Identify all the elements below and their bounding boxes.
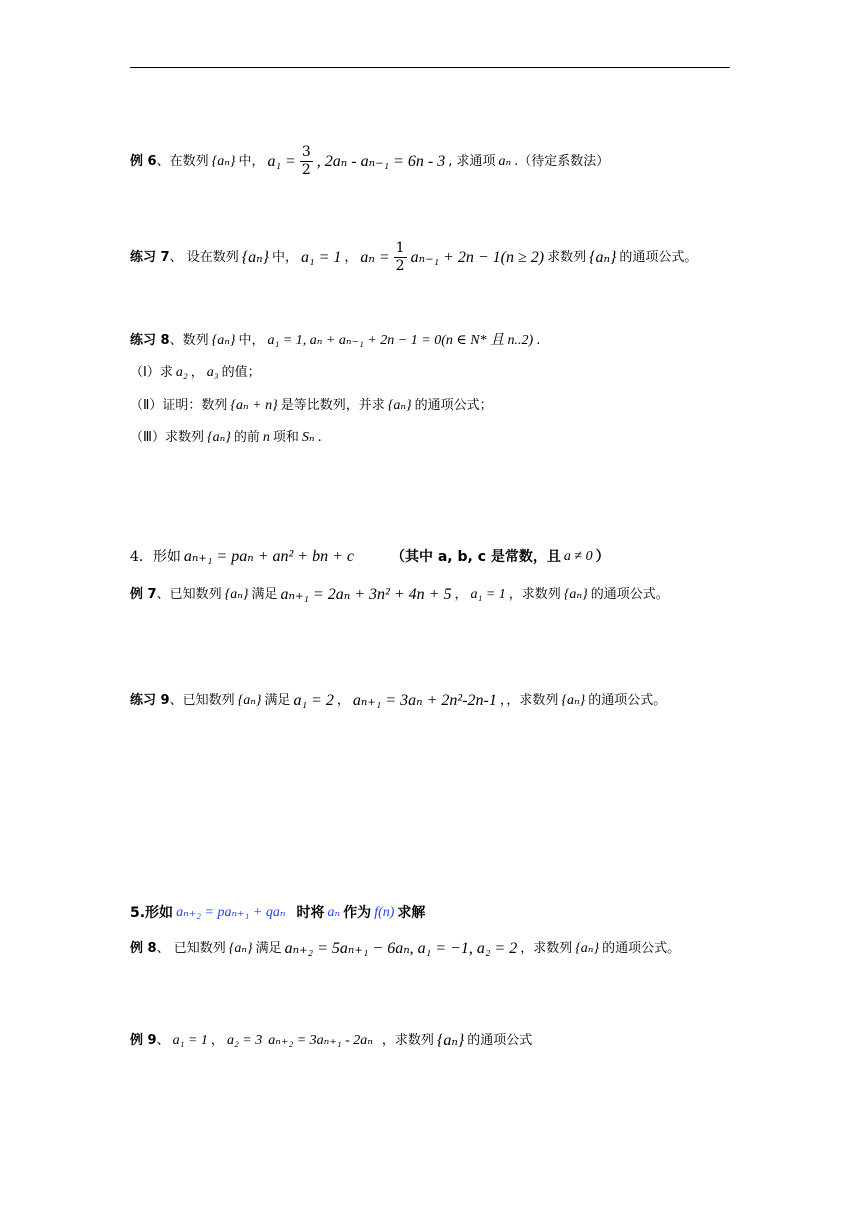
example-6-formula-rest: , 2aₙ - aₙ₋₁ = 6n - 3 (316, 152, 446, 170)
practice-8-question-3 (130, 429, 770, 447)
section-5-heading-text-2: 作为 (343, 905, 372, 921)
example-9-text-3: ，求数列 (381, 1033, 434, 1048)
practice-8-label: 练习 8 (130, 333, 170, 348)
practice-7-text-2: 中， (272, 249, 299, 265)
example-9-text-2: ， (210, 1033, 224, 1048)
section-5-heading-prefix: 5.形如 (130, 905, 174, 921)
practice-7-formula-an: aₙ = (360, 248, 390, 266)
example-6-formula-a1: a₁ = (267, 152, 296, 170)
practice-9-text-5: 的通项公式。 (588, 693, 667, 708)
example-9-formula-2: a₂ = 3 (226, 1033, 263, 1048)
practice-7-sequence-2: {aₙ} (589, 248, 617, 266)
section-4-heading-suffix: ） (595, 549, 610, 565)
question-2-text-a: （Ⅱ）证明：数列 (130, 398, 228, 413)
section-4-condition-formula: a ≠ 0 (563, 549, 593, 564)
section-5-heading-text-1: 时将 (296, 905, 325, 921)
example-8-sequence-2: {aₙ} (575, 941, 600, 956)
header-rule (130, 67, 730, 68)
fraction-numerator: 3 (301, 144, 311, 160)
practice-7 (130, 240, 770, 275)
example-6-fraction (300, 144, 313, 179)
section-5-heading (130, 904, 770, 922)
practice-9-sequence-2: {aₙ} (561, 693, 586, 708)
example-9-formula-3: aₙ₊₂ = 3aₙ₊₁ - 2aₙ (268, 1033, 373, 1048)
section-5-heading-text-3: 求解 (397, 905, 426, 921)
question-3-text-a: （Ⅲ）求数列 (130, 430, 204, 445)
question-3-text-c: 项和 (272, 430, 299, 445)
example-9-label: 例 9 (130, 1033, 157, 1048)
practice-7-text-3: ， (344, 249, 358, 265)
example-9-sequence: {aₙ} (436, 1032, 465, 1049)
question-2-text-c: 的通项公式； (414, 398, 493, 413)
example-6-text-1: 、在数列 (156, 153, 209, 169)
example-8-text-2: 满足 (255, 941, 282, 956)
practice-7-text-4: 求数列 (547, 249, 587, 265)
example-8-text-1: 、 已知数列 (156, 941, 226, 956)
section-5-fn: f(n) (374, 905, 395, 920)
example-7-formula-1: aₙ₊₁ = 2aₙ + 3n² + 4n + 5 (280, 586, 452, 603)
fraction-denominator: 2 (301, 162, 311, 178)
question-3-sn: Sₙ (301, 430, 315, 445)
example-8-formula: aₙ₊₂ = 5aₙ₊₁ − 6aₙ, a₁ = −1, a₂ = 2 (284, 940, 518, 957)
question-3-formula-1: {aₙ} (206, 430, 231, 445)
example-7-formula-2: a₁ = 1 (470, 587, 506, 602)
question-1-text-c: 的值； (221, 365, 261, 380)
example-8 (130, 940, 770, 958)
question-2-text-b: 是等比数列，并求 (280, 398, 385, 413)
practice-7-fraction (394, 240, 407, 275)
example-7-sequence-2: {aₙ} (563, 587, 588, 602)
question-2-formula-1: {aₙ + n} (230, 398, 278, 413)
fraction-numerator: 1 (395, 240, 405, 256)
example-9-formula-1: a₁ = 1 (172, 1033, 208, 1048)
example-9-text-1: 、 (156, 1033, 170, 1048)
example-7-text-5: 的通项公式。 (590, 587, 669, 602)
question-1-a3: a₃ (206, 365, 219, 380)
practice-9-text-4: ，，求数列 (499, 693, 559, 708)
practice-9-text-2: 满足 (264, 693, 291, 708)
example-6 (130, 144, 770, 179)
practice-9-text-3: ， (336, 693, 350, 708)
example-7-text-2: 满足 (251, 587, 278, 602)
question-3-text-d: . (317, 430, 322, 445)
example-6-text-2: 中， (238, 153, 265, 169)
example-7-sequence: {aₙ} (224, 587, 249, 602)
question-3-n: n (262, 430, 270, 445)
example-9 (130, 1032, 770, 1050)
practice-8-text-2: 中， (238, 333, 265, 348)
example-7-label: 例 7 (130, 587, 157, 602)
practice-7-formula-rest: aₙ₋₁ + 2n − 1(n ≥ 2) (410, 248, 545, 266)
practice-9 (130, 692, 770, 710)
practice-7-formula-1: a₁ = 1 (301, 248, 342, 266)
question-1-text-a: （Ⅰ）求 (130, 365, 173, 380)
section-4-formula: aₙ₊₁ = paₙ + an² + bn + c (183, 548, 354, 565)
question-3-text-b: 的前 (233, 430, 260, 445)
example-6-text-4: .（待定系数法） (514, 153, 610, 169)
practice-9-sequence: {aₙ} (237, 693, 262, 708)
section-4-heading (130, 548, 770, 566)
question-1-a2: a₂ (175, 365, 188, 380)
example-8-label: 例 8 (130, 941, 157, 956)
practice-9-formula-2: aₙ₊₁ = 3aₙ + 2n²-2n-1 (352, 692, 497, 709)
example-8-sequence: {aₙ} (228, 941, 253, 956)
example-8-text-4: 的通项公式。 (602, 941, 681, 956)
practice-8 (130, 332, 770, 350)
example-6-an: aₙ (498, 153, 512, 169)
section-5-formula: aₙ₊₂ = paₙ₊₁ + qaₙ (176, 905, 286, 920)
section-5-an: aₙ (327, 905, 341, 920)
example-7-text-3: ， (454, 587, 468, 602)
practice-9-formula-1: a₁ = 2 (293, 692, 334, 709)
example-8-text-3: ，求数列 (520, 941, 573, 956)
practice-9-text-1: 、已知数列 (169, 693, 235, 708)
example-6-sequence: {aₙ} (211, 153, 236, 169)
practice-8-question-2 (130, 397, 770, 415)
practice-7-label: 练习 7 (130, 249, 170, 265)
practice-8-text-3: . (536, 333, 541, 348)
question-1-text-b: ， (190, 365, 204, 380)
practice-7-text-5: 的通项公式。 (619, 249, 698, 265)
example-7 (130, 586, 770, 604)
example-9-text-4: 的通项公式 (467, 1033, 533, 1048)
practice-8-question-1 (130, 364, 770, 382)
practice-7-sequence: {aₙ} (241, 248, 269, 266)
practice-8-formula: a₁ = 1, aₙ + aₙ₋₁ + 2n − 1 = 0(n ∈ N* 且 n..2) (267, 333, 534, 348)
practice-9-label: 练习 9 (130, 693, 170, 708)
fraction-denominator: 2 (395, 258, 405, 274)
example-7-text-4: ，求数列 (508, 587, 561, 602)
example-6-label: 例 6 (130, 153, 157, 169)
section-4-heading-condition: （其中 a, b, c 是常数，且 (390, 549, 561, 565)
practice-8-sequence: {aₙ} (211, 333, 236, 348)
example-7-text-1: 、已知数列 (156, 587, 222, 602)
practice-7-text-1: 、 设在数列 (169, 249, 239, 265)
question-2-formula-2: {aₙ} (387, 398, 412, 413)
example-6-text-3: , 求通项 (448, 153, 496, 169)
section-4-heading-prefix: 4．形如 (130, 549, 181, 565)
practice-8-text-1: 、数列 (169, 333, 209, 348)
